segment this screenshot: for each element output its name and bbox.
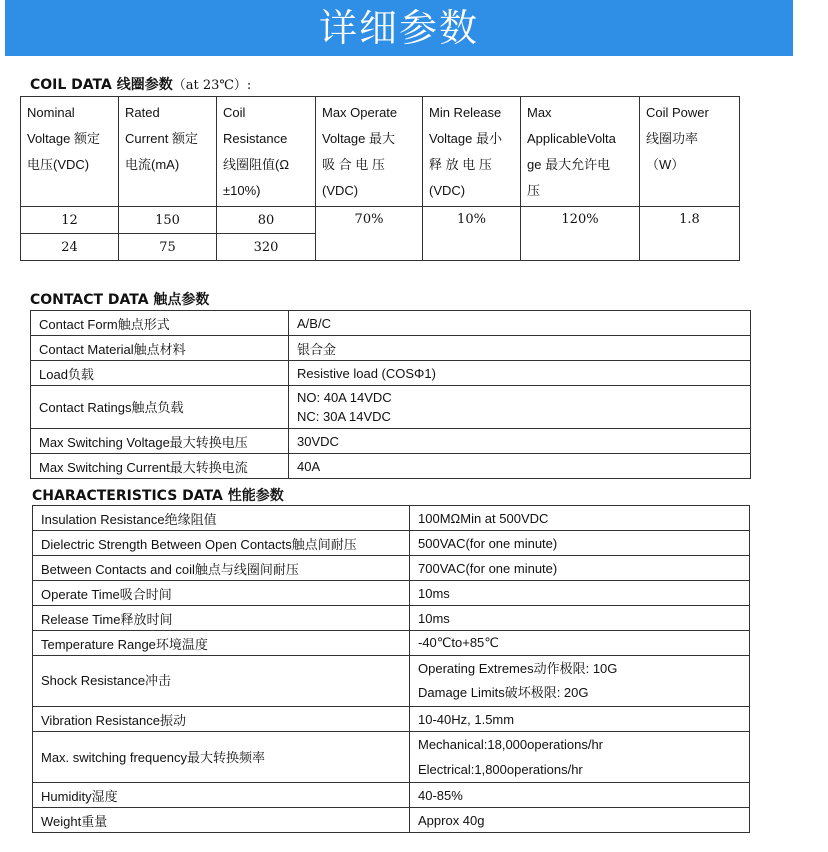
humidity-value: 40-85% <box>410 783 750 808</box>
contacts-coil-strength-value: 700VAC(for one minute) <box>410 556 750 581</box>
table-row <box>33 732 750 783</box>
coil-section-title <box>30 74 251 94</box>
coil-cell-max-operate: 70% <box>316 207 423 261</box>
table-row <box>33 631 750 656</box>
coil-header-rated-current: Rated Current 额定 电流(mA) <box>119 97 217 207</box>
insulation-resistance-label: Insulation Resistance绝缘阻值 <box>33 506 410 531</box>
table-row <box>31 386 751 429</box>
contact-section-title: CONTACT DATA 触点参数 <box>30 292 210 308</box>
mechanical-frequency: Mechanical:18,000operations/hr <box>418 737 604 752</box>
insulation-resistance-value: 100MΩMin at 500VDC <box>410 506 750 531</box>
coil-cell-max-applicable: 120% <box>521 207 640 261</box>
coil-condition-note: （at 23℃）: <box>172 78 252 93</box>
table-row <box>33 783 750 808</box>
load-value: Resistive load (COSΦ1) <box>289 361 751 386</box>
operate-time-label: Operate Time吸合时间 <box>33 581 410 606</box>
table-row <box>31 454 751 479</box>
vibration-resistance-label: Vibration Resistance振动 <box>33 707 410 732</box>
table-row <box>33 531 750 556</box>
table-row <box>33 707 750 732</box>
contact-ratings-value <box>289 386 751 429</box>
coil-title: COIL DATA 线圈参数 <box>30 77 173 93</box>
electrical-frequency: Electrical:1,800operations/hr <box>418 762 583 777</box>
contact-form-label: Contact Form触点形式 <box>31 311 289 336</box>
coil-cell-power: 1.8 <box>640 207 740 261</box>
table-row <box>33 656 750 707</box>
shock-resistance-label: Shock Resistance冲击 <box>33 656 410 707</box>
max-switching-current-label: Max Switching Current最大转换电流 <box>31 454 289 479</box>
coil-header-max-applicable-voltage: Max ApplicableVolta ge 最大允许电 压 <box>521 97 640 207</box>
switching-frequency-label: Max. switching frequency最大转换频率 <box>33 732 410 783</box>
shock-resistance-value <box>410 656 750 707</box>
contact-form-value: A/B/C <box>289 311 751 336</box>
max-switching-voltage-value: 30VDC <box>289 429 751 454</box>
coil-cell-current: 75 <box>119 234 217 261</box>
contact-material-value: 银合金 <box>289 336 751 361</box>
coil-header-coil-resistance: Coil Resistance 线圈阻值(Ω ±10%) <box>217 97 316 207</box>
table-row <box>33 556 750 581</box>
release-time-label: Release Time释放时间 <box>33 606 410 631</box>
coil-header-max-operate-voltage: Max Operate Voltage 最大 吸 合 电 压 (VDC) <box>316 97 423 207</box>
characteristics-section-title: CHARACTERISTICS DATA 性能参数 <box>32 488 284 504</box>
page-banner: 详细参数 <box>5 0 793 56</box>
table-row <box>33 506 750 531</box>
contact-rating-no: NO: 40A 14VDC <box>297 390 392 405</box>
shock-operating-extremes: Operating Extremes动作极限: 10G <box>418 661 618 676</box>
table-row <box>33 808 750 833</box>
contacts-coil-strength-label: Between Contacts and coil触点与线圈间耐压 <box>33 556 410 581</box>
shock-damage-limits: Damage Limits破坏极限: 20G <box>418 685 589 700</box>
coil-cell-current: 150 <box>119 207 217 234</box>
max-switching-voltage-label: Max Switching Voltage最大转换电压 <box>31 429 289 454</box>
dielectric-strength-value: 500VAC(for one minute) <box>410 531 750 556</box>
coil-header-nominal-voltage: Nominal Voltage 额定 电压(VDC) <box>21 97 119 207</box>
coil-data-table <box>20 96 740 261</box>
table-row <box>31 429 751 454</box>
coil-cell-min-release: 10% <box>423 207 521 261</box>
weight-label: Weight重量 <box>33 808 410 833</box>
release-time-value: 10ms <box>410 606 750 631</box>
coil-header-min-release-voltage: Min Release Voltage 最小 释 放 电 压 (VDC) <box>423 97 521 207</box>
coil-header-coil-power: Coil Power 线圈功率 （W） <box>640 97 740 207</box>
temperature-range-label: Temperature Range环境温度 <box>33 631 410 656</box>
coil-cell-voltage: 24 <box>21 234 119 261</box>
contact-ratings-label: Contact Ratings触点负载 <box>31 386 289 429</box>
switching-frequency-value <box>410 732 750 783</box>
table-row <box>33 606 750 631</box>
humidity-label: Humidity湿度 <box>33 783 410 808</box>
characteristics-data-table <box>32 505 750 833</box>
table-row <box>33 581 750 606</box>
max-switching-current-value: 40A <box>289 454 751 479</box>
dielectric-strength-label: Dielectric Strength Between Open Contacts触点间耐压 <box>33 531 410 556</box>
temperature-range-value: -40℃to+85℃ <box>410 631 750 656</box>
coil-cell-voltage: 12 <box>21 207 119 234</box>
coil-cell-resistance: 320 <box>217 234 316 261</box>
coil-cell-resistance: 80 <box>217 207 316 234</box>
contact-data-table <box>30 310 751 479</box>
table-row <box>31 311 751 336</box>
contact-rating-nc: NC: 30A 14VDC <box>297 409 391 424</box>
table-row <box>31 361 751 386</box>
operate-time-value: 10ms <box>410 581 750 606</box>
table-row <box>31 336 751 361</box>
vibration-resistance-value: 10-40Hz, 1.5mm <box>410 707 750 732</box>
contact-material-label: Contact Material触点材料 <box>31 336 289 361</box>
load-label: Load负载 <box>31 361 289 386</box>
weight-value: Approx 40g <box>410 808 750 833</box>
